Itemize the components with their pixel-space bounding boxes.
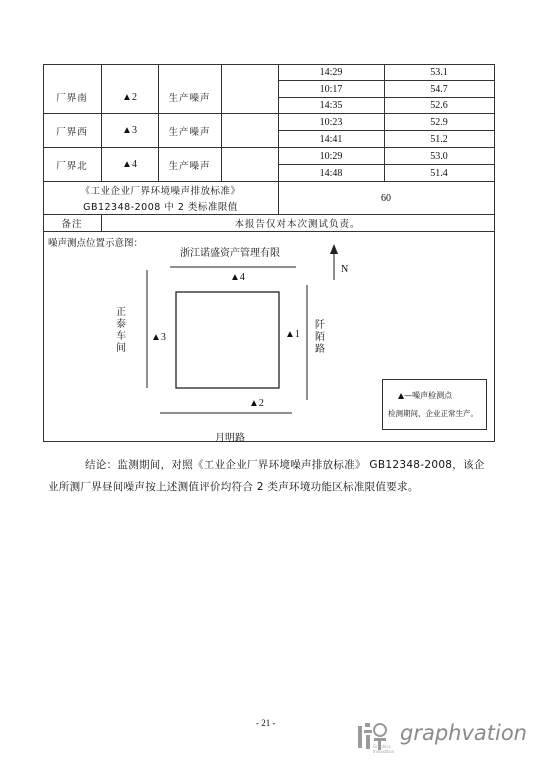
remark-label: 备注 — [61, 219, 83, 230]
measurement-point-4: ▲4 — [230, 272, 245, 283]
time-cell: 14:35 — [319, 99, 343, 111]
conclusion-line-1: 结论：监测期间，对照《工业企业厂界环境噪声排放标准》 GB12348-2008，该企 — [85, 459, 485, 471]
source-cell: 生产噪声 — [168, 160, 211, 172]
time-cell: 10:29 — [319, 150, 343, 162]
point-cell: ▲4 — [122, 159, 137, 170]
standard-name: 《工业企业厂界环境噪声排放标准》 — [80, 186, 241, 197]
point-cell: ▲3 — [122, 125, 137, 136]
value-cell: 52.9 — [430, 116, 448, 128]
brand-name: graphvation — [400, 721, 527, 745]
value-cell: 51.4 — [430, 167, 448, 179]
measurement-point-2: ▲2 — [249, 398, 264, 409]
company-label: 浙江诺盛资产管理有限 — [180, 248, 280, 259]
location-cell: 厂界北 — [56, 160, 88, 172]
legend-note-text: 检测期间，企业正常生产。 — [388, 409, 478, 418]
west-workshop-label: 正泰车间 — [116, 307, 126, 354]
time-cell: 10:23 — [319, 116, 343, 128]
value-cell: 54.7 — [430, 83, 448, 95]
standard-class: GB12348-2008 中 2 类标准限值 — [83, 202, 238, 213]
legend-symbol-text: ▲—噪声检测点 — [398, 391, 453, 400]
value-cell: 53.0 — [430, 150, 448, 162]
measurement-point-1: ▲1 — [285, 329, 300, 340]
remark-text: 本报告仅对本次测试负责。 — [234, 219, 361, 230]
time-cell: 14:29 — [319, 67, 343, 78]
conclusion-line-2: 业所测厂界昼间噪声按上述测值评价均符合 2 类声环境功能区标准限值要求。 — [48, 481, 419, 493]
time-cell: 10:17 — [319, 83, 343, 95]
location-cell: 厂界西 — [56, 126, 88, 138]
value-cell: 51.2 — [430, 133, 448, 145]
value-cell: 53.1 — [430, 67, 448, 78]
south-road-label: 月明路 — [215, 433, 245, 444]
page-number: - 21 - — [256, 718, 276, 728]
brand-tagline-2: Innovation — [373, 749, 395, 754]
source-cell: 生产噪声 — [168, 126, 211, 138]
east-road-label: 阡陌路 — [315, 320, 325, 355]
brand-tagline-1: Graphics — [373, 744, 391, 749]
source-cell: 生产噪声 — [168, 93, 211, 104]
diagram-title: 噪声测点位置示意图： — [48, 238, 144, 249]
time-cell: 14:41 — [319, 133, 343, 145]
standard-limit-value: 60 — [381, 192, 391, 204]
point-cell: ▲2 — [122, 91, 137, 103]
value-cell: 52.6 — [430, 99, 448, 111]
legend-box — [382, 379, 487, 430]
time-cell: 14:48 — [319, 167, 343, 179]
measurement-point-3: ▲3 — [151, 332, 166, 343]
north-label: N — [341, 264, 349, 275]
location-cell: 厂界南 — [56, 93, 88, 104]
